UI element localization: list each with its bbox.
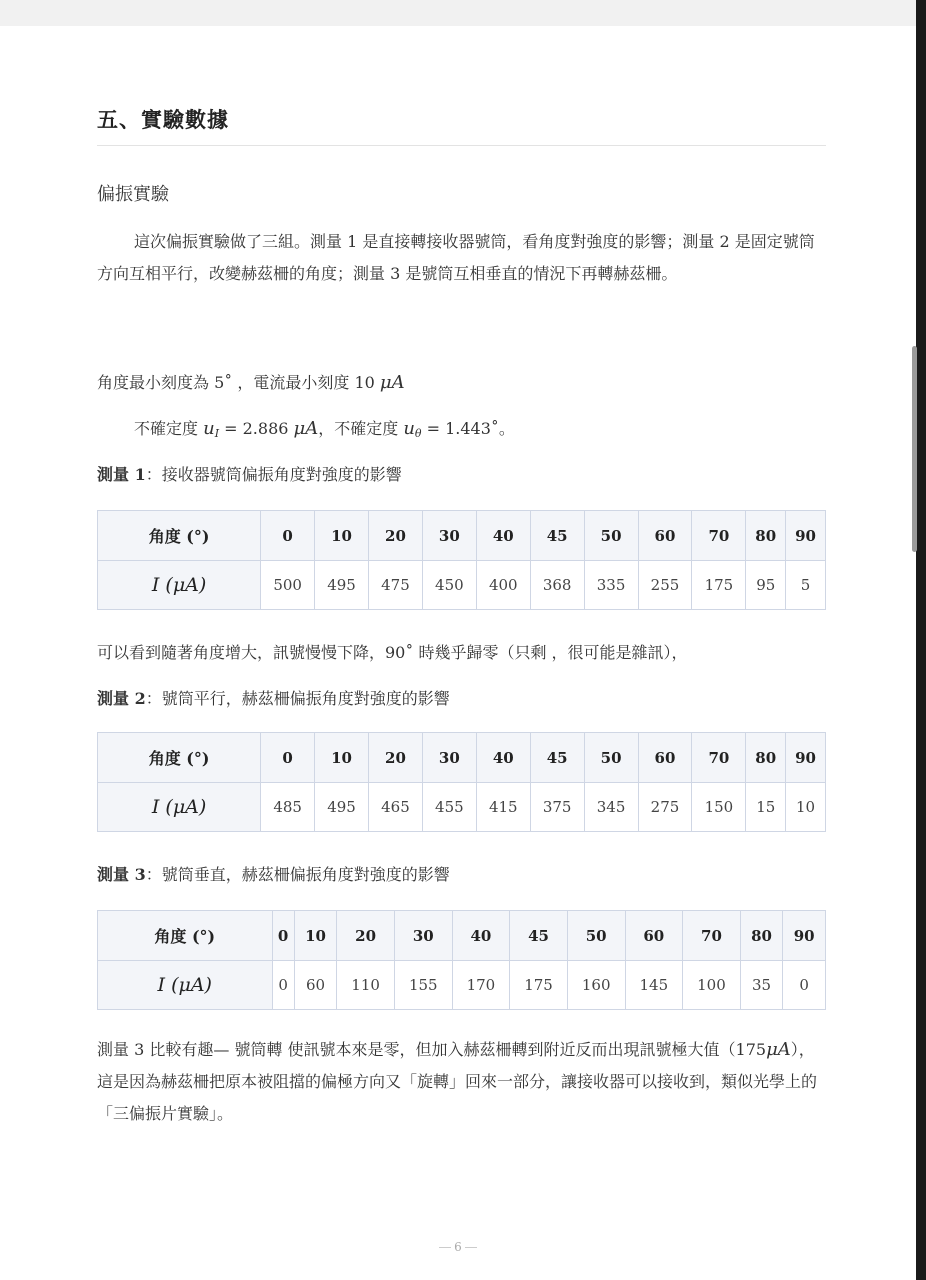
measure3-caption xyxy=(97,862,826,885)
angle-cell: 0 xyxy=(272,911,294,961)
table-row xyxy=(98,961,826,1010)
current-cell: 155 xyxy=(394,961,452,1010)
current-cell: 450 xyxy=(422,561,476,610)
current-cell: 145 xyxy=(625,961,683,1010)
current-cell: 455 xyxy=(422,783,476,832)
uncert-text-1: 不確定度 xyxy=(134,419,204,438)
measure3-label: 測量 3 xyxy=(97,865,146,884)
current-cell: 368 xyxy=(530,561,584,610)
angle-cell: 40 xyxy=(476,733,530,783)
current-cell: 345 xyxy=(584,783,638,832)
angle-cell: 60 xyxy=(638,733,692,783)
angle-cell: 50 xyxy=(584,511,638,561)
uncert-text-4: = 1.443˚。 xyxy=(421,419,515,438)
scale-line xyxy=(97,370,826,393)
angle-cell: 30 xyxy=(394,911,452,961)
angle-cell: 70 xyxy=(692,511,746,561)
current-cell: 475 xyxy=(369,561,423,610)
angle-cell: 80 xyxy=(746,511,786,561)
current-header: I (μA) xyxy=(98,961,273,1010)
angle-cell: 20 xyxy=(369,511,423,561)
current-header: I (μA) xyxy=(98,783,261,832)
u-i-symbol: u xyxy=(203,418,215,439)
angle-cell: 80 xyxy=(740,911,783,961)
current-header: I (μA) xyxy=(98,561,261,610)
angle-cell: 60 xyxy=(625,911,683,961)
measure1-caption xyxy=(97,462,826,485)
angle-cell: 40 xyxy=(452,911,510,961)
measure2-caption xyxy=(97,686,826,709)
current-cell: 255 xyxy=(638,561,692,610)
angle-cell: 60 xyxy=(638,511,692,561)
current-cell: 175 xyxy=(510,961,568,1010)
conclusion-unit: μA xyxy=(766,1039,791,1060)
current-cell: 35 xyxy=(740,961,783,1010)
current-cell: 400 xyxy=(476,561,530,610)
uncert-text-2: = 2.886 xyxy=(219,419,294,438)
current-cell: 160 xyxy=(567,961,625,1010)
angle-cell: 90 xyxy=(786,511,826,561)
current-cell: 170 xyxy=(452,961,510,1010)
current-cell: 375 xyxy=(530,783,584,832)
page-number: 6 xyxy=(454,1240,462,1254)
current-cell: 415 xyxy=(476,783,530,832)
note1: 可以看到隨著角度增大，訊號慢慢下降，90˚ 時幾乎歸零（只剩 ，很可能是雜訊）， xyxy=(97,643,688,662)
angle-cell: 20 xyxy=(369,733,423,783)
subsection-heading: 偏振實驗 xyxy=(97,184,169,205)
scrollbar-track[interactable] xyxy=(916,0,926,1280)
angle-cell: 10 xyxy=(315,733,369,783)
current-cell: 95 xyxy=(746,561,786,610)
current-cell: 0 xyxy=(783,961,826,1010)
current-cell: 100 xyxy=(683,961,741,1010)
u-theta-subscript: θ xyxy=(414,427,422,440)
u-theta-symbol: u xyxy=(403,418,415,439)
angle-cell: 90 xyxy=(786,733,826,783)
current-cell: 110 xyxy=(337,961,395,1010)
angle-cell: 10 xyxy=(315,511,369,561)
measure1-label: 測量 1 xyxy=(97,465,146,484)
scale-text: 角度最小刻度為 5˚ ，電流最小刻度 10 xyxy=(97,373,380,392)
current-cell: 150 xyxy=(692,783,746,832)
current-cell: 15 xyxy=(746,783,786,832)
conclusion-text-2: ），這是因為赫茲柵把原本被阻擋的偏極方向又「旋轉」回來一部分，讓接收器可以接收到，類似光學上的「三偏振片實驗」。 xyxy=(97,1040,818,1123)
intro-text: 這次偏振實驗做了三組。測量 1 是直接轉接收器號筒，看角度對強度的影響；測量 2 是固定號筒方向互相平行，改變赫茲柵的角度；測量 3 是號筒互相垂直的情況下再轉赫茲柵。 xyxy=(97,232,815,283)
angle-cell: 45 xyxy=(510,911,568,961)
angle-header: 角度 (°) xyxy=(98,911,273,961)
conclusion-paragraph xyxy=(97,1034,826,1130)
angle-cell: 0 xyxy=(261,511,315,561)
measure3-title: ：號筒垂直，赫茲柵偏振角度對強度的影響 xyxy=(145,865,450,884)
current-cell: 335 xyxy=(584,561,638,610)
conclusion-text-1: 測量 3 比較有趣— 號筒轉 使訊號本來是零，但加入赫茲柵轉到附近反而出現訊號極大值（175 xyxy=(97,1040,767,1059)
angle-cell: 30 xyxy=(422,733,476,783)
measure3-table xyxy=(97,910,826,1010)
table-row xyxy=(98,561,826,610)
table-row xyxy=(98,511,826,561)
table-row xyxy=(98,783,826,832)
footer-dash-left xyxy=(439,1247,451,1248)
footer-dash-right xyxy=(465,1247,477,1248)
measure1-table xyxy=(97,510,826,610)
current-cell: 495 xyxy=(315,783,369,832)
angle-cell: 70 xyxy=(683,911,741,961)
current-cell: 5 xyxy=(786,561,826,610)
angle-cell: 50 xyxy=(584,733,638,783)
current-cell: 10 xyxy=(786,783,826,832)
measure1-title: ：接收器號筒偏振角度對強度的影響 xyxy=(145,465,402,484)
current-cell: 0 xyxy=(272,961,294,1010)
uncert-text-3: ，不確定度 xyxy=(318,419,404,438)
angle-cell: 45 xyxy=(530,733,584,783)
angle-cell: 80 xyxy=(746,733,786,783)
current-cell: 495 xyxy=(315,561,369,610)
angle-cell: 20 xyxy=(337,911,395,961)
angle-cell: 90 xyxy=(783,911,826,961)
uncertainty-line xyxy=(134,416,824,440)
measure2-table xyxy=(97,732,826,832)
table-row xyxy=(98,733,826,783)
angle-cell: 45 xyxy=(530,511,584,561)
scale-unit: μA xyxy=(379,372,405,393)
table-row xyxy=(98,911,826,961)
angle-cell: 0 xyxy=(261,733,315,783)
current-cell: 485 xyxy=(261,783,315,832)
angle-header: 角度 (°) xyxy=(98,511,261,561)
current-cell: 465 xyxy=(369,783,423,832)
u-i-unit: μA xyxy=(293,418,319,439)
current-cell: 275 xyxy=(638,783,692,832)
heading-divider xyxy=(97,145,826,146)
current-cell: 500 xyxy=(261,561,315,610)
u-i-subscript: I xyxy=(214,427,220,440)
scrollbar-thumb[interactable] xyxy=(912,346,917,552)
angle-cell: 70 xyxy=(692,733,746,783)
measure2-label: 測量 2 xyxy=(97,689,146,708)
current-cell: 175 xyxy=(692,561,746,610)
measure2-title: ：號筒平行，赫茲柵偏振角度對強度的影響 xyxy=(145,689,450,708)
angle-cell: 10 xyxy=(294,911,337,961)
current-cell: 60 xyxy=(294,961,337,1010)
angle-cell: 30 xyxy=(422,511,476,561)
section-heading: 五、實驗數據 xyxy=(97,107,229,132)
angle-cell: 40 xyxy=(476,511,530,561)
angle-cell: 50 xyxy=(567,911,625,961)
angle-header: 角度 (°) xyxy=(98,733,261,783)
intro-paragraph xyxy=(97,226,826,290)
page-footer xyxy=(0,1240,916,1254)
